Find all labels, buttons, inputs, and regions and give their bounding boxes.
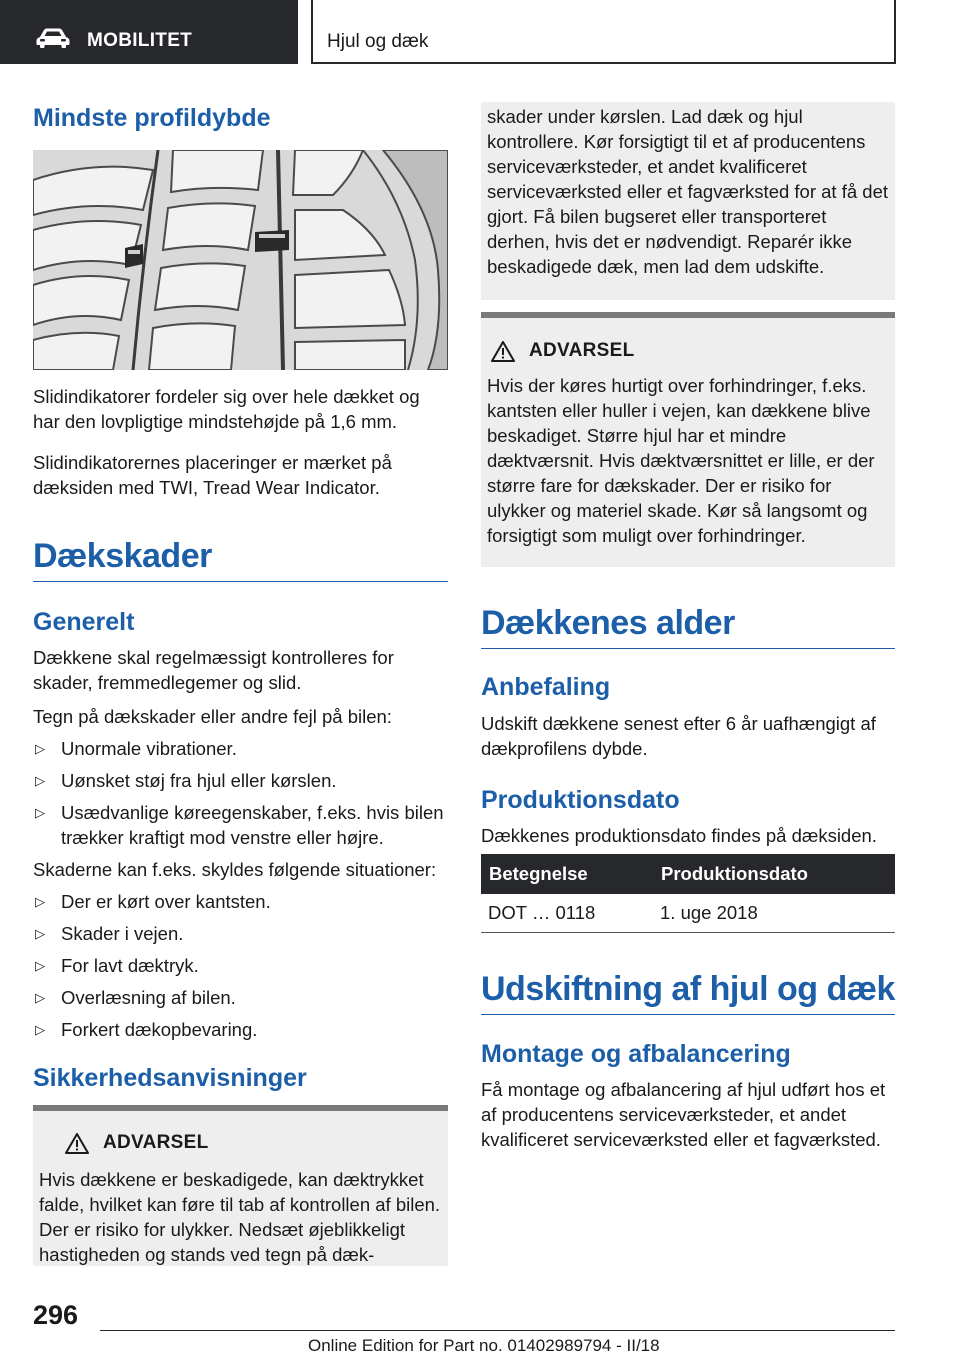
bullet-triangle-icon: ▷	[35, 894, 45, 909]
bullet-triangle-icon: ▷	[35, 926, 45, 941]
heading-safety: Sikkerhedsanvisninger	[33, 1064, 307, 1092]
bullet-triangle-icon: ▷	[35, 741, 45, 756]
para-indicators-1: Slidindikatorer fordeler sig over hele dækket og har den lovpligtige mindstehøjde på 1,6 mm.	[33, 386, 420, 432]
page-number: 296	[33, 1300, 79, 1330]
column-header: Betegnelse	[481, 854, 653, 894]
signs-list	[33, 736, 448, 857]
warning-title: ADVARSEL	[529, 340, 635, 361]
list-item: ▷ For lavt dæktryk.	[35, 955, 199, 976]
table-header-row	[481, 854, 895, 894]
heading-mounting: Montage og afbalancering	[481, 1040, 791, 1068]
list-item: ▷ Overlæsning af bilen.	[35, 987, 236, 1008]
breadcrumb-label: Hjul og dæk	[327, 31, 429, 52]
para-recommendation: Udskift dækkene senest efter 6 år uafhængigt af dækprofilens dybde.	[481, 713, 876, 759]
heading-min-profile: Mindste profildybde	[33, 104, 271, 132]
heading-production-date: Produktionsdato	[481, 786, 680, 814]
bullet-triangle-icon: ▷	[35, 990, 45, 1005]
para-causes: Skaderne kan f.eks. skyldes følgende situationer:	[33, 859, 437, 880]
heading-general: Generelt	[33, 608, 135, 636]
heading-replacement: Udskiftning af hjul og dæk	[481, 970, 895, 1015]
car-icon	[36, 28, 70, 48]
table-cell: DOT … 0118	[481, 894, 653, 932]
para-general: Dækkene skal regelmæssigt kontrolleres for skader, fremmedlegemer og slid.	[33, 647, 394, 693]
list-item: ▷ Skader i vejen.	[35, 923, 184, 944]
warning-heading	[65, 1132, 209, 1154]
para-production-date: Dækkenes produktionsdato findes på dæksiden.	[481, 825, 877, 846]
bullet-triangle-icon: ▷	[35, 805, 45, 820]
list-item: ▷ Forkert dækopbevaring.	[35, 1019, 258, 1040]
footer-divider	[100, 1330, 895, 1331]
tire-tread-illustration	[33, 150, 448, 370]
warning-box	[33, 1105, 448, 1266]
warning-text: Hvis dækkene er beskadigede, kan dæktrykket falde, hvilket kan føre til tab af kontrollen af bilen. Der er risiko for ulykker. Nedsæt øjeblikkeligt hastigheden og stands ved tegn på dæk-	[39, 1169, 441, 1265]
edition-text: Online Edition for Part no. 01402989794 - II/18	[308, 1336, 660, 1355]
list-item: ▷ Usædvanlige køreegenskaber, f.eks. hvis bilen trækker kraftigt mod venstre eller højre.	[35, 802, 444, 848]
list-item: ▷ Uønsket støj fra hjul eller kørslen.	[35, 770, 337, 791]
warning-heading	[491, 340, 635, 362]
bullet-triangle-icon: ▷	[35, 958, 45, 973]
para-signs: Tegn på dækskader eller andre fejl på bilen:	[33, 706, 392, 727]
heading-damage: Dækskader	[33, 537, 448, 582]
warning-text: Hvis der køres hurtigt over forhindringer, f.eks. kantsten eller huller i vejen, kan dækkene blive beskadiget. Større hjul har et mindre dæktværsnit. Hvis dæktværsnittet er lille, er der større fare for dækskader. Der er risiko for ulykker og materiel skade. Kør så langsomt og forsigtigt som muligt over forhindringer.	[487, 375, 875, 546]
heading-tire-age: Dækkenes alder	[481, 604, 895, 649]
warning-bar	[33, 1105, 448, 1111]
warning-box-continued	[481, 102, 895, 300]
warning-triangle-icon	[491, 341, 515, 362]
heading-recommendation: Anbefaling	[481, 673, 611, 701]
warning-triangle-icon	[65, 1133, 89, 1154]
list-item: ▷ Unormale vibrationer.	[35, 738, 237, 759]
table-row	[481, 894, 895, 932]
section-tab	[0, 0, 298, 64]
warning-box-2	[481, 312, 895, 567]
warning-text-continued: skader under kørslen. Lad dæk og hjul kontrollere. Kør forsigtigt til et af producentens serviceværksteder, et andet kvalificeret serviceværksted eller et fagværksted for at få det gjort. Få bilen bugseret eller transporteret derhen, hvis det er nødvendigt. Reparér ikke beskadigede dæk, men lad dem udskifte.	[487, 106, 889, 277]
bullet-triangle-icon: ▷	[35, 1022, 45, 1037]
column-header: Produktionsdato	[653, 854, 895, 894]
production-date-table	[481, 854, 895, 933]
causes-list	[33, 889, 448, 1049]
breadcrumb	[311, 0, 896, 64]
table-cell: 1. uge 2018	[653, 894, 895, 932]
list-item: ▷ Der er kørt over kantsten.	[35, 891, 271, 912]
warning-title: ADVARSEL	[103, 1132, 209, 1153]
bullet-triangle-icon: ▷	[35, 773, 45, 788]
warning-bar	[481, 312, 895, 318]
para-mounting: Få montage og afbalancering af hjul udført hos et af producentens serviceværksteder, et andet kvalificeret serviceværksted eller et fagværksted.	[481, 1079, 886, 1150]
para-indicators-2: Slidindikatorernes placeringer er mærket på dæksiden med TWI, Tread Wear Indicator.	[33, 452, 392, 498]
section-label: MOBILITET	[87, 30, 193, 51]
